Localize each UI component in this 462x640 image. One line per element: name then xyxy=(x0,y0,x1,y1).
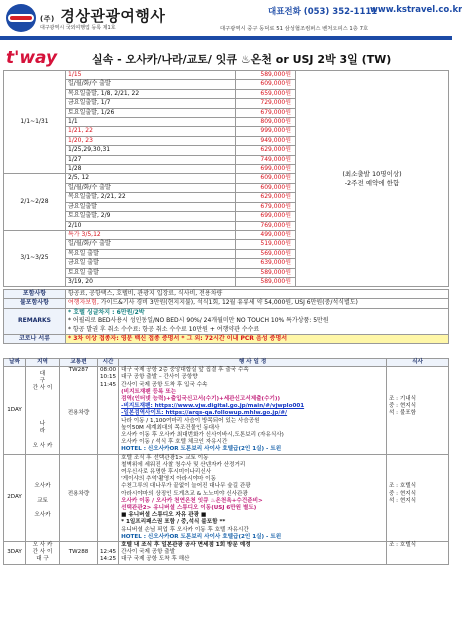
price-dates: 1/20, 23 xyxy=(66,136,236,145)
included-row xyxy=(4,290,449,299)
header-transport: 교통편 xyxy=(60,359,98,367)
company-license: 대구광역시 국외여행업 등록 제1호 xyxy=(40,25,116,31)
price-amount: 749,000원 xyxy=(236,155,296,164)
day2-times xyxy=(98,454,119,541)
day2-schedule: 호텔 조식 후 선택관광1> 교토 이동 철벽위에 세워진 사찰 청수사 및 산넨자카 산정거리 여우신사로 유명한 후시미이나리신사 '게이샤의 추억'촬영지 아라시야마 이동 수천그루의 대나무가 끝없이 늘어진 대나무 숲길 관광 아라시야마의 상징인 도게츠교 & 노노미야 신사관광 오사카 이동 / 오사카 천연온천 잇큐 ♨온천욕+수건준비> 선택관관2> 유니버셜 스튜디오 이동(USJ 6만원 별도) ■ 유니버셜 스튜디오 자유 관광 ■ * 1일프리패스권 포함 / 중,석식 불포함 ** 유니버셜 손님 픽업 후 오사카 이동 후 호텔 자유시간 HOTEL : 신오사카OR 도톤보리 사이사 호텔급(2인 1실) - 트윈 xyxy=(119,454,387,541)
price-dates: 금요일출발 xyxy=(66,202,236,211)
remarks-text: * 호텔 싱글차지 : 6만원/2박 * 어필리로 BED사용시 성인동일/NO BED시 90%/ 24개월미만 NO TOUCH 10% 특가상품: 5만원 * 항공 발권 후 취소 수수료: 항공 취소 수수료 10만원 + 여행약관 수수료 xyxy=(66,308,449,334)
price-dates: 1/15 xyxy=(66,71,236,80)
price-amount: 629,000원 xyxy=(236,193,296,202)
info-table xyxy=(3,289,449,344)
day2-label: 2DAY xyxy=(4,454,26,541)
remarks-row xyxy=(4,308,449,334)
price-dates: 금요일출발, 1/7 xyxy=(66,99,236,108)
covid-label: 코로나 서류 xyxy=(4,335,66,344)
price-dates: 목요일출발, 1/8, 2/21, 22 xyxy=(66,89,236,98)
day1-row xyxy=(4,367,449,454)
company-logo xyxy=(6,4,36,32)
price-dates: 3/19, 20 xyxy=(66,277,236,286)
price-amount: 729,000원 xyxy=(236,99,296,108)
excluded-text: 여행자보험, 가이드&기사 경비 3만원(현지지불), 석식1회, 12월 유류세 약 54,000원, USJ 6만원(중/석식별도) xyxy=(66,299,449,308)
day1-transport: TW287 전용차량 xyxy=(60,367,98,454)
title-row xyxy=(0,48,452,70)
price-amount: 609,000원 xyxy=(236,174,296,183)
day3-label: 3DAY xyxy=(4,542,26,565)
price-amount: 999,000원 xyxy=(236,127,296,136)
price-amount: 679,000원 xyxy=(236,202,296,211)
price-dates: 토요일출발, 2/9 xyxy=(66,212,236,221)
price-dates: 1/27 xyxy=(66,155,236,164)
quarantine-link[interactable]: -일본검역사이트: https://arqs-qa.followup.mhlw.go.jp/#/ xyxy=(121,410,288,417)
header-schedule: 행 사 일 정 xyxy=(119,359,387,367)
price-dates: 특가 3/5,12 xyxy=(66,230,236,239)
remarks-label: REMARKS xyxy=(4,308,66,334)
price-table xyxy=(3,70,449,287)
price-amount: 609,000원 xyxy=(236,80,296,89)
price-dates: 목요일 출발 xyxy=(66,249,236,258)
covid-text: * 3차 이상 접종자: 영문 백신 접종 증명서 * 그 외: 72시간 이내 PCR 음성 증명서 xyxy=(66,335,449,344)
price-amount: 949,000원 xyxy=(236,136,296,145)
price-period: 2/1~2/28 xyxy=(4,174,66,230)
price-amount: 679,000원 xyxy=(236,108,296,117)
price-amount: 699,000원 xyxy=(236,165,296,174)
included-text: 항공료, 공항택스, 호텔비, 관광지 입장료, 식사비, 전용차량 xyxy=(66,290,449,299)
price-row xyxy=(4,71,449,80)
airline-logo: t'way xyxy=(6,48,58,68)
price-dates: 2/10 xyxy=(66,221,236,230)
price-amount: 589,000원 xyxy=(236,277,296,286)
price-amount: 589,000원 xyxy=(236,71,296,80)
header-meal: 식사 xyxy=(387,359,449,367)
price-amount: 589,000원 xyxy=(236,268,296,277)
day2-transport: 전용차량 xyxy=(60,454,98,541)
itinerary-table xyxy=(3,358,449,565)
price-amount: 639,000원 xyxy=(236,259,296,268)
day1-meals: 조 : 기내식 중 : 현지식 석 : 불포함 xyxy=(387,367,449,454)
price-amount: 499,000원 xyxy=(236,230,296,239)
price-dates: 목요일출발, 2/21, 22 xyxy=(66,193,236,202)
price-dates: 일/월/화/수 출발 xyxy=(66,80,236,89)
company-tel: 대표전화 (053) 352-1111 xyxy=(268,7,378,17)
day2-meals: 조 : 호텔식 중 : 현지식 석 : 현지식 xyxy=(387,454,449,541)
header-divider xyxy=(0,36,452,40)
price-amount: 769,000원 xyxy=(236,221,296,230)
header-time: 시간 xyxy=(98,359,119,367)
day2-regions: 오사카 교토 오사카 xyxy=(26,454,60,541)
day1-schedule: 대구 국제 공항 2층 중앙대합실 앞 집결 후 출국 수속 대구 공항 출발 – 간사이 공항향 간사이 국제 공항 도착 후 입국 수속 (비지트재팬 등록 또는 검역(인터넷 능력)+출입국신고서(수기)+세관신고서제출(수기)) -비지트재팬: https://www.vjw.digital.go.jp/main/#/vjwplo001 -일본검역사이트: https://arqs-qa.followup.mhlw.go.jp/#/ 나라 이동 / 1,100여마리 사슴이 방목되어 있는 사슴공원 높이50M 세계최대의 목조건물인 동대사 오사카 이동 후 오사카 최대번화가 신사이바시,도톤보리 (자유식사) 오사카 이동 / 석식 후 호텔 체크인 자유시간 HOTEL : 신오사카OR 도톤보리 사이사 호텔급(2인 1실) - 트윈 xyxy=(119,367,387,454)
price-dates: 1/21, 22 xyxy=(66,127,236,136)
price-amount: 809,000원 xyxy=(236,118,296,127)
price-period: 1/1~1/31 xyxy=(4,71,66,174)
price-amount: 659,000원 xyxy=(236,89,296,98)
day1-times: 08:00 10:15 11:45 xyxy=(98,367,119,454)
price-amount: 569,000원 xyxy=(236,249,296,258)
price-dates: 토요일 출발 xyxy=(66,268,236,277)
company-address: 대구광역시 중구 동덕로 51 삼성협조컴퍼스 벤처오피스 1층 7호 xyxy=(220,26,369,32)
day3-times: 12:45 14:25 xyxy=(98,542,119,565)
day3-regions: 오 사 카 간 사 이 대 구 xyxy=(26,542,60,565)
price-dates: 1/28 xyxy=(66,165,236,174)
price-note: (최소출발 10명이상) -2주전 예약에 한함 xyxy=(296,71,449,287)
price-amount: 519,000원 xyxy=(236,240,296,249)
day3-meals: 조 : 호텔식 xyxy=(387,542,449,565)
excluded-label: 불포함사항 xyxy=(4,299,66,308)
visit-japan-link[interactable]: -비지트재팬: https://www.vjw.digital.go.jp/main/#/vjwplo001 xyxy=(121,403,305,410)
day1-regions: 대 구 간 사 이 나 라 오 사 카 xyxy=(26,367,60,454)
price-dates: 토요일출발, 1/26 xyxy=(66,108,236,117)
company-url[interactable]: www.kstravel.co.kr xyxy=(370,5,462,15)
header-region: 지역 xyxy=(26,359,60,367)
price-amount: 609,000원 xyxy=(236,183,296,192)
price-dates: 금요일 출발 xyxy=(66,259,236,268)
day1-label: 1DAY xyxy=(4,367,26,454)
header-date: 날짜 xyxy=(4,359,26,367)
price-dates: 1/1 xyxy=(66,118,236,127)
price-dates: 일/월/화/수 출발 xyxy=(66,240,236,249)
itinerary-header xyxy=(4,359,449,367)
price-dates: 2/5, 12 xyxy=(66,174,236,183)
trip-title: 실속 - 오사카/나라/교토/ 잇큐 ♨온천 or USJ 2박 3일 (TW) xyxy=(92,53,392,66)
company-name: (주) 경상관광여행사 xyxy=(40,7,166,25)
day3-row xyxy=(4,542,449,565)
day3-transport: TW288 xyxy=(60,542,98,565)
price-dates: 일/월/화/수 출발 xyxy=(66,183,236,192)
price-amount: 629,000원 xyxy=(236,146,296,155)
covid-row xyxy=(4,335,449,344)
price-amount: 699,000원 xyxy=(236,212,296,221)
excluded-row xyxy=(4,299,449,308)
included-label: 포함사항 xyxy=(4,290,66,299)
day3-schedule: 호텔 내 조식 후 일본관광 공사 면세점 1회 방문 예정 간사이 국제 공항 출발 대구 국제 공항 도착 후 해산 xyxy=(119,542,387,565)
company-header xyxy=(0,0,462,44)
price-period: 3/1~3/25 xyxy=(4,230,66,286)
day2-row xyxy=(4,454,449,541)
price-dates: 1/25,29,30,31 xyxy=(66,146,236,155)
